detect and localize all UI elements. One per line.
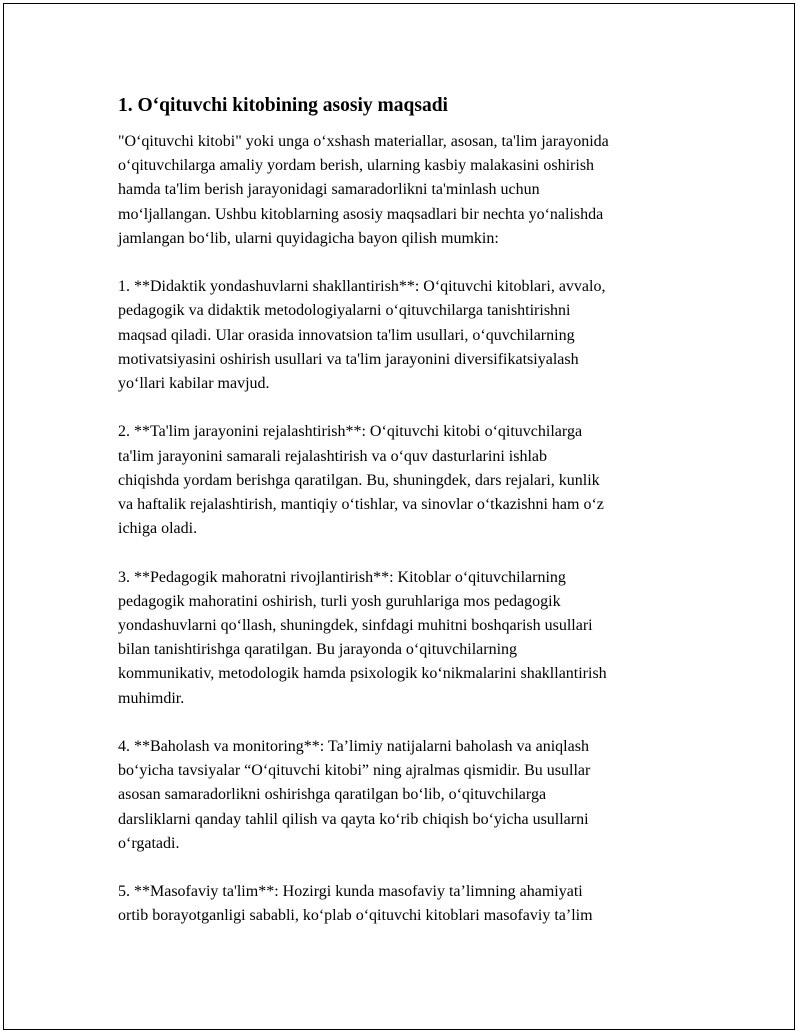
text-line: o‘rgatadi. <box>118 834 180 852</box>
text-line: 5. **Masofaviy ta'lim**: Hozirgi kunda masofaviy ta’limning ahamiyati <box>118 883 583 901</box>
text-line: kommunikativ, metodologik hamda psixologik ko‘nikmalarini shakllantirish <box>118 665 607 683</box>
paragraph-4 <box>118 566 693 711</box>
document-body <box>118 92 693 953</box>
text-line: mo‘ljallangan. Ushbu kitoblarning asosiy maqsadlari bir nechta yo‘nalishda <box>118 205 604 223</box>
section-heading: 1. O‘qituvchi kitobining asosiy maqsadi <box>118 95 448 116</box>
text-line: bo‘yicha tavsiyalar “O‘qituvchi kitobi” ning ajralmas qismidir. Bu usullar <box>118 762 591 780</box>
text-line: asosan samaradorlikni oshirishga qaratilgan bo‘lib, o‘qituvchilarga <box>118 786 547 804</box>
text-line: yo‘llari kabilar mavjud. <box>118 375 270 393</box>
text-line: ichiga oladi. <box>118 520 198 538</box>
paragraph-3 <box>118 420 693 541</box>
text-line: yondashuvlarni qo‘llash, shuningdek, sinfdagi muhitni boshqarish usullari <box>118 617 593 635</box>
paragraph-2 <box>118 275 693 396</box>
text-line: 1. **Didaktik yondashuvlarni shakllantirish**: O‘qituvchi kitoblari, avvalo, <box>118 278 606 296</box>
text-line: muhimdir. <box>118 689 185 707</box>
paragraph-6 <box>118 880 693 928</box>
text-line: motivatsiyasini oshirish usullari va ta'lim jarayonini diversifikatsiyalash <box>118 350 579 368</box>
text-line: chiqishda yordam berishga qaratilgan. Bu, shuningdek, dars rejalari, kunlik <box>118 471 600 489</box>
text-line: va haftalik rejalashtirish, mantiqiy o‘tishlar, va sinovlar o‘tkazishni ham o‘z <box>118 496 604 514</box>
text-line: "O‘qituvchi kitobi" yoki unga o‘xshash materiallar, asosan, ta'lim jarayonida <box>118 133 609 150</box>
text-line: maqsad qiladi. Ular orasida innovatsion ta'lim usullari, o‘quvchilarning <box>118 326 575 344</box>
text-line: pedagogik va didaktik metodologiyalarni o‘qituvchilarga tanishtirishni <box>118 302 571 320</box>
text-line: o‘qituvchilarga amaliy yordam berish, ularning kasbiy malakasini oshirish <box>118 157 595 175</box>
text-line: jamlangan bo‘lib, ularni quyidagicha bayon qilish mumkin: <box>118 229 499 247</box>
text-line: ta'lim jarayonini samarali rejalashtirish va o‘quv dasturlarini ishlab <box>118 447 547 465</box>
paragraph-container <box>118 130 693 929</box>
paragraph-5 <box>118 735 693 856</box>
text-line: bilan tanishtirishga qaratilgan. Bu jarayonda o‘qituvchilarning <box>118 641 518 659</box>
text-line: hamda ta'lim berish jarayonidagi samaradorlikni ta'minlash uchun <box>118 181 540 199</box>
paragraph-1 <box>118 130 693 251</box>
text-line: darsliklarni qanday tahlil qilish va qayta ko‘rib chiqish bo‘yicha usullarni <box>118 810 589 828</box>
text-line: pedagogik mahoratini oshirish, turli yosh guruhlariga mos pedagogik <box>118 592 561 610</box>
text-line: 3. **Pedagogik mahoratni rivojlantirish**: Kitoblar o‘qituvchilarning <box>118 568 566 586</box>
text-line: ortib borayotganligi sababli, ko‘plab o‘qituvchi kitoblari masofaviy ta’lim <box>118 907 593 925</box>
text-line: 2. **Ta'lim jarayonini rejalashtirish**: O‘qituvchi kitobi o‘qituvchilarga <box>118 423 583 441</box>
text-line: 4. **Baholash va monitoring**: Ta’limiy natijalarni baholash va aniqlash <box>118 738 589 756</box>
